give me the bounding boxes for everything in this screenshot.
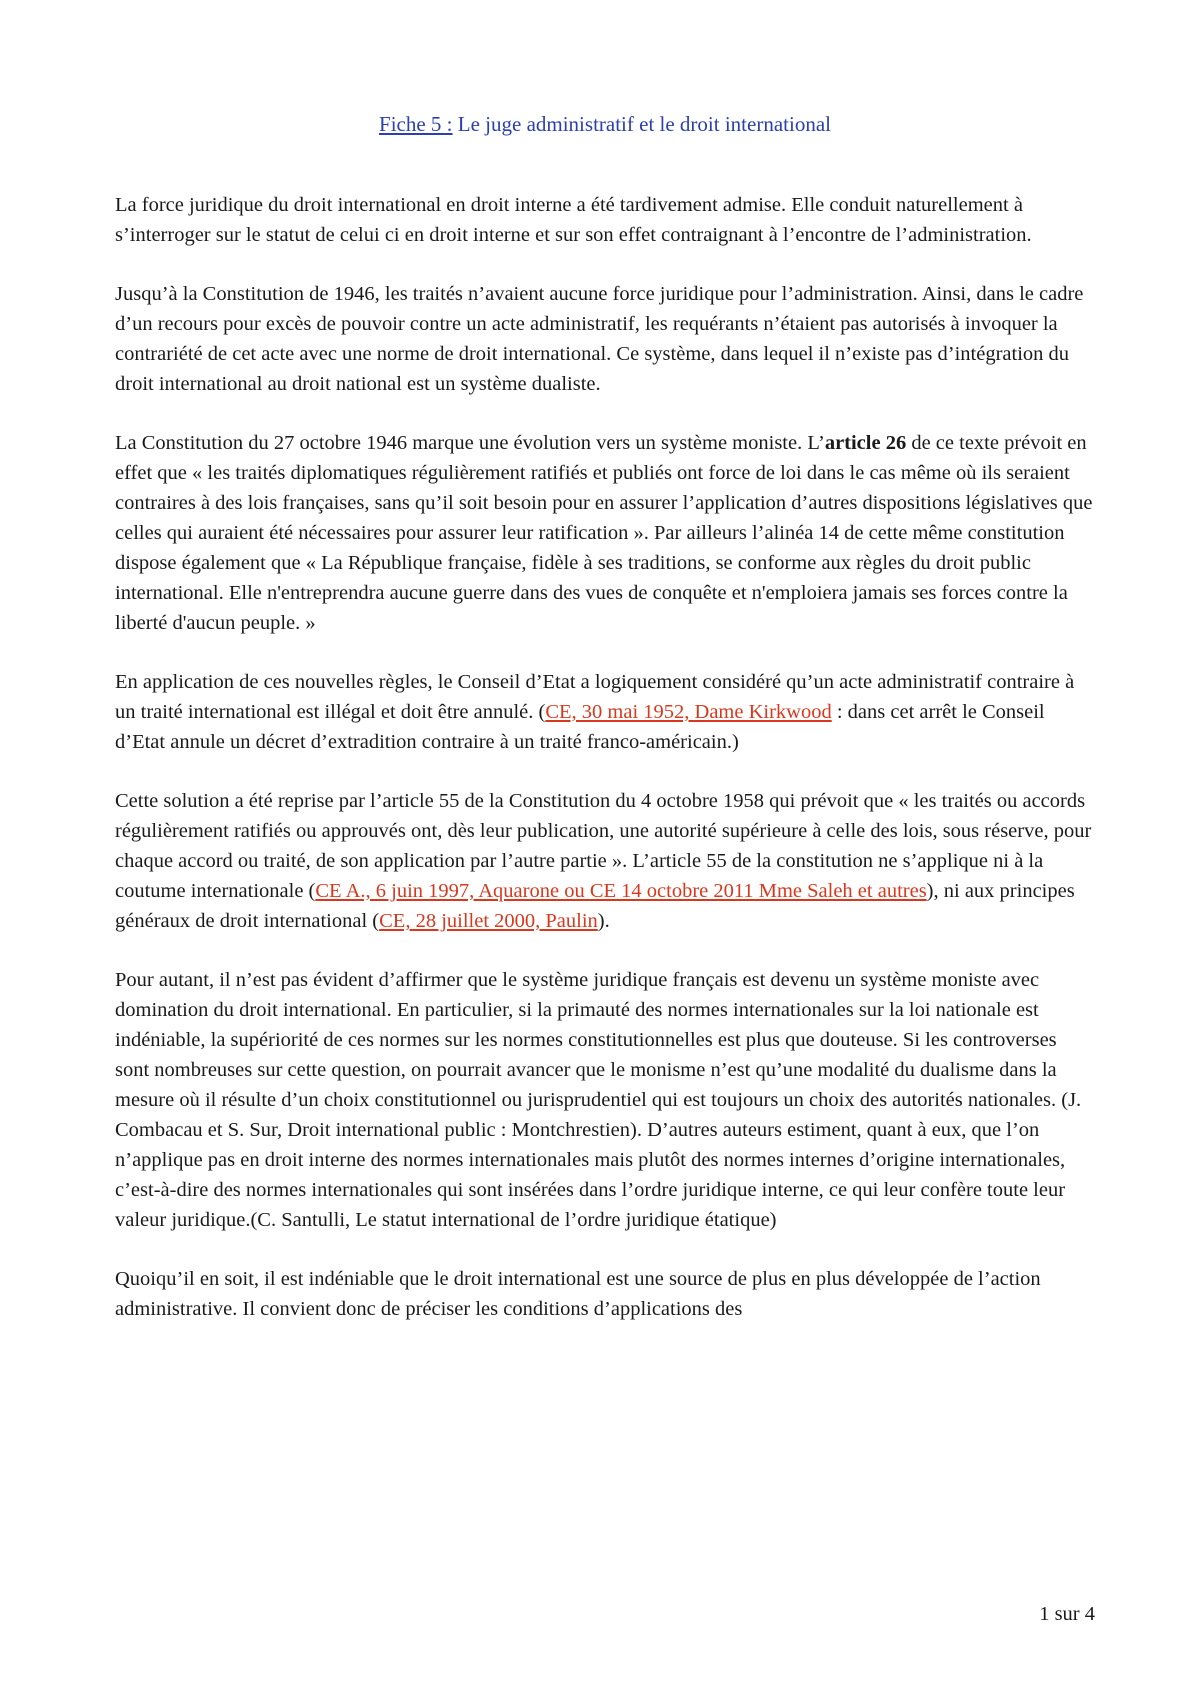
link-ce-paulin[interactable]: CE, 28 juillet 2000, Paulin — [379, 910, 598, 932]
paragraph-monism-debate: Pour autant, il n’est pas évident d’affirmer que le système juridique français est devenu un système moniste avec domination du droit international. En particulier, si la primauté des normes internationales sur la loi nationale est indéniable, la supériorité de ces normes sur les normes constitutionnelles est plus que douteuse. Si les controverses sont nombreuses sur cette question, on pourrait avancer que le monisme n’est qu’une modalité du dualisme dans la mesure où il résulte d’un choix constitutionnel ou jurisprudentiel qui est toujours un choix des autorités nationales. (J. Combacau et S. Sur, Droit international public : Montchrestien). D’autres auteurs estiment, quant à eux, que l’on n’applique pas en droit interne des normes internationales mais plutôt des normes internes d’origine internationales, c’est-à-dire des normes internationales qui sont insérées dans l’ordre juridique interne, ce qui leur confère toute leur valeur juridique.(C. Santulli, Le statut international de l’ordre juridique étatique) — [115, 969, 1082, 1231]
article-26-bold: article 26 — [824, 432, 907, 454]
p5-text-b: ), ni aux principes généraux de droit international ( — [115, 880, 1075, 932]
p5-text-c: ). — [597, 910, 610, 932]
paragraph-kirkwood — [115, 667, 1095, 757]
p3-text-b: de ce texte prévoit en effet que « les traités diplomatiques régulièrement ratifiés et publiés ont force de loi dans le cas même où ils seraient contraires à des lois françaises, sans qu’il soit besoin pour en assurer l’application d’autres dispositions législatives que celles qui auraient été nécessaires pour assurer leur ratification ». Par ailleurs l’alinéa 14 de cette même constitution dispose également que « La République française, fidèle à ses traditions, se conforme aux règles du droit public international. Elle n'entreprendra aucune guerre dans des vues de conquête et n'emploiera jamais ses forces contre la liberté d'aucun peuple. » — [115, 432, 1093, 634]
page-number: 1 sur 4 — [1039, 1603, 1095, 1625]
p3-text-a: La Constitution du 27 octobre 1946 marque une évolution vers un système moniste. L’ — [115, 432, 825, 454]
paragraph-article-55 — [115, 786, 1095, 936]
paragraph-constitution-1946 — [115, 428, 1095, 638]
title-text: Le juge administratif et le droit international — [452, 112, 831, 136]
link-ce-kirkwood[interactable]: CE, 30 mai 1952, Dame Kirkwood — [545, 701, 832, 723]
p5-text-a: Cette solution a été reprise par l’article 55 de la Constitution du 4 octobre 1958 qui prévoit que « les traités ou accords régulièrement ratifiés ou approuvés ont, dès leur publication, une autorité supérieure à celle des lois, sous réserve, pour chaque accord ou traité, de son application par l’autre partie ». L’article 55 de la constitution ne s’applique ni à la coutume internationale ( — [115, 790, 1092, 902]
document-page — [115, 110, 1095, 1670]
paragraph-dualism: Jusqu’à la Constitution de 1946, les traités n’avaient aucune force juridique pour l’administration. Ainsi, dans le cadre d’un recours pour excès de pouvoir contre un acte administratif, les requérants n’étaient pas autorisés à invoquer la contrariété de cet acte avec une norme de droit international. Ce système, dans lequel il n’existe pas d’intégration du droit international au droit national est un système dualiste. — [115, 283, 1084, 395]
title-label: Fiche 5 : — [379, 112, 453, 136]
paragraph-conclusion: Quoiqu’il en soit, il est indéniable que le droit international est une source de plus en plus développée de l’action administrative. Il convient donc de préciser les conditions d’applications des — [115, 1268, 1041, 1320]
link-ce-aquarone[interactable]: CE A., 6 juin 1997, Aquarone ou CE 14 octobre 2011 Mme Saleh et autres — [315, 880, 927, 902]
page-title — [115, 110, 1095, 138]
paragraph-intro: La force juridique du droit international en droit interne a été tardivement admise. Elle conduit naturellement à s’interroger sur le statut de celui ci en droit interne et sur son effet contraignant à l’encontre de l’administration. — [115, 194, 1032, 246]
p4-text-a: En application de ces nouvelles règles, le Conseil d’Etat a logiquement considéré qu’un acte administratif contraire à un traité international est illégal et doit être annulé. ( — [115, 671, 1075, 723]
p4-text-b: : dans cet arrêt le Conseil d’Etat annule un décret d’extradition contraire à un traité franco-américain.) — [115, 701, 1045, 753]
